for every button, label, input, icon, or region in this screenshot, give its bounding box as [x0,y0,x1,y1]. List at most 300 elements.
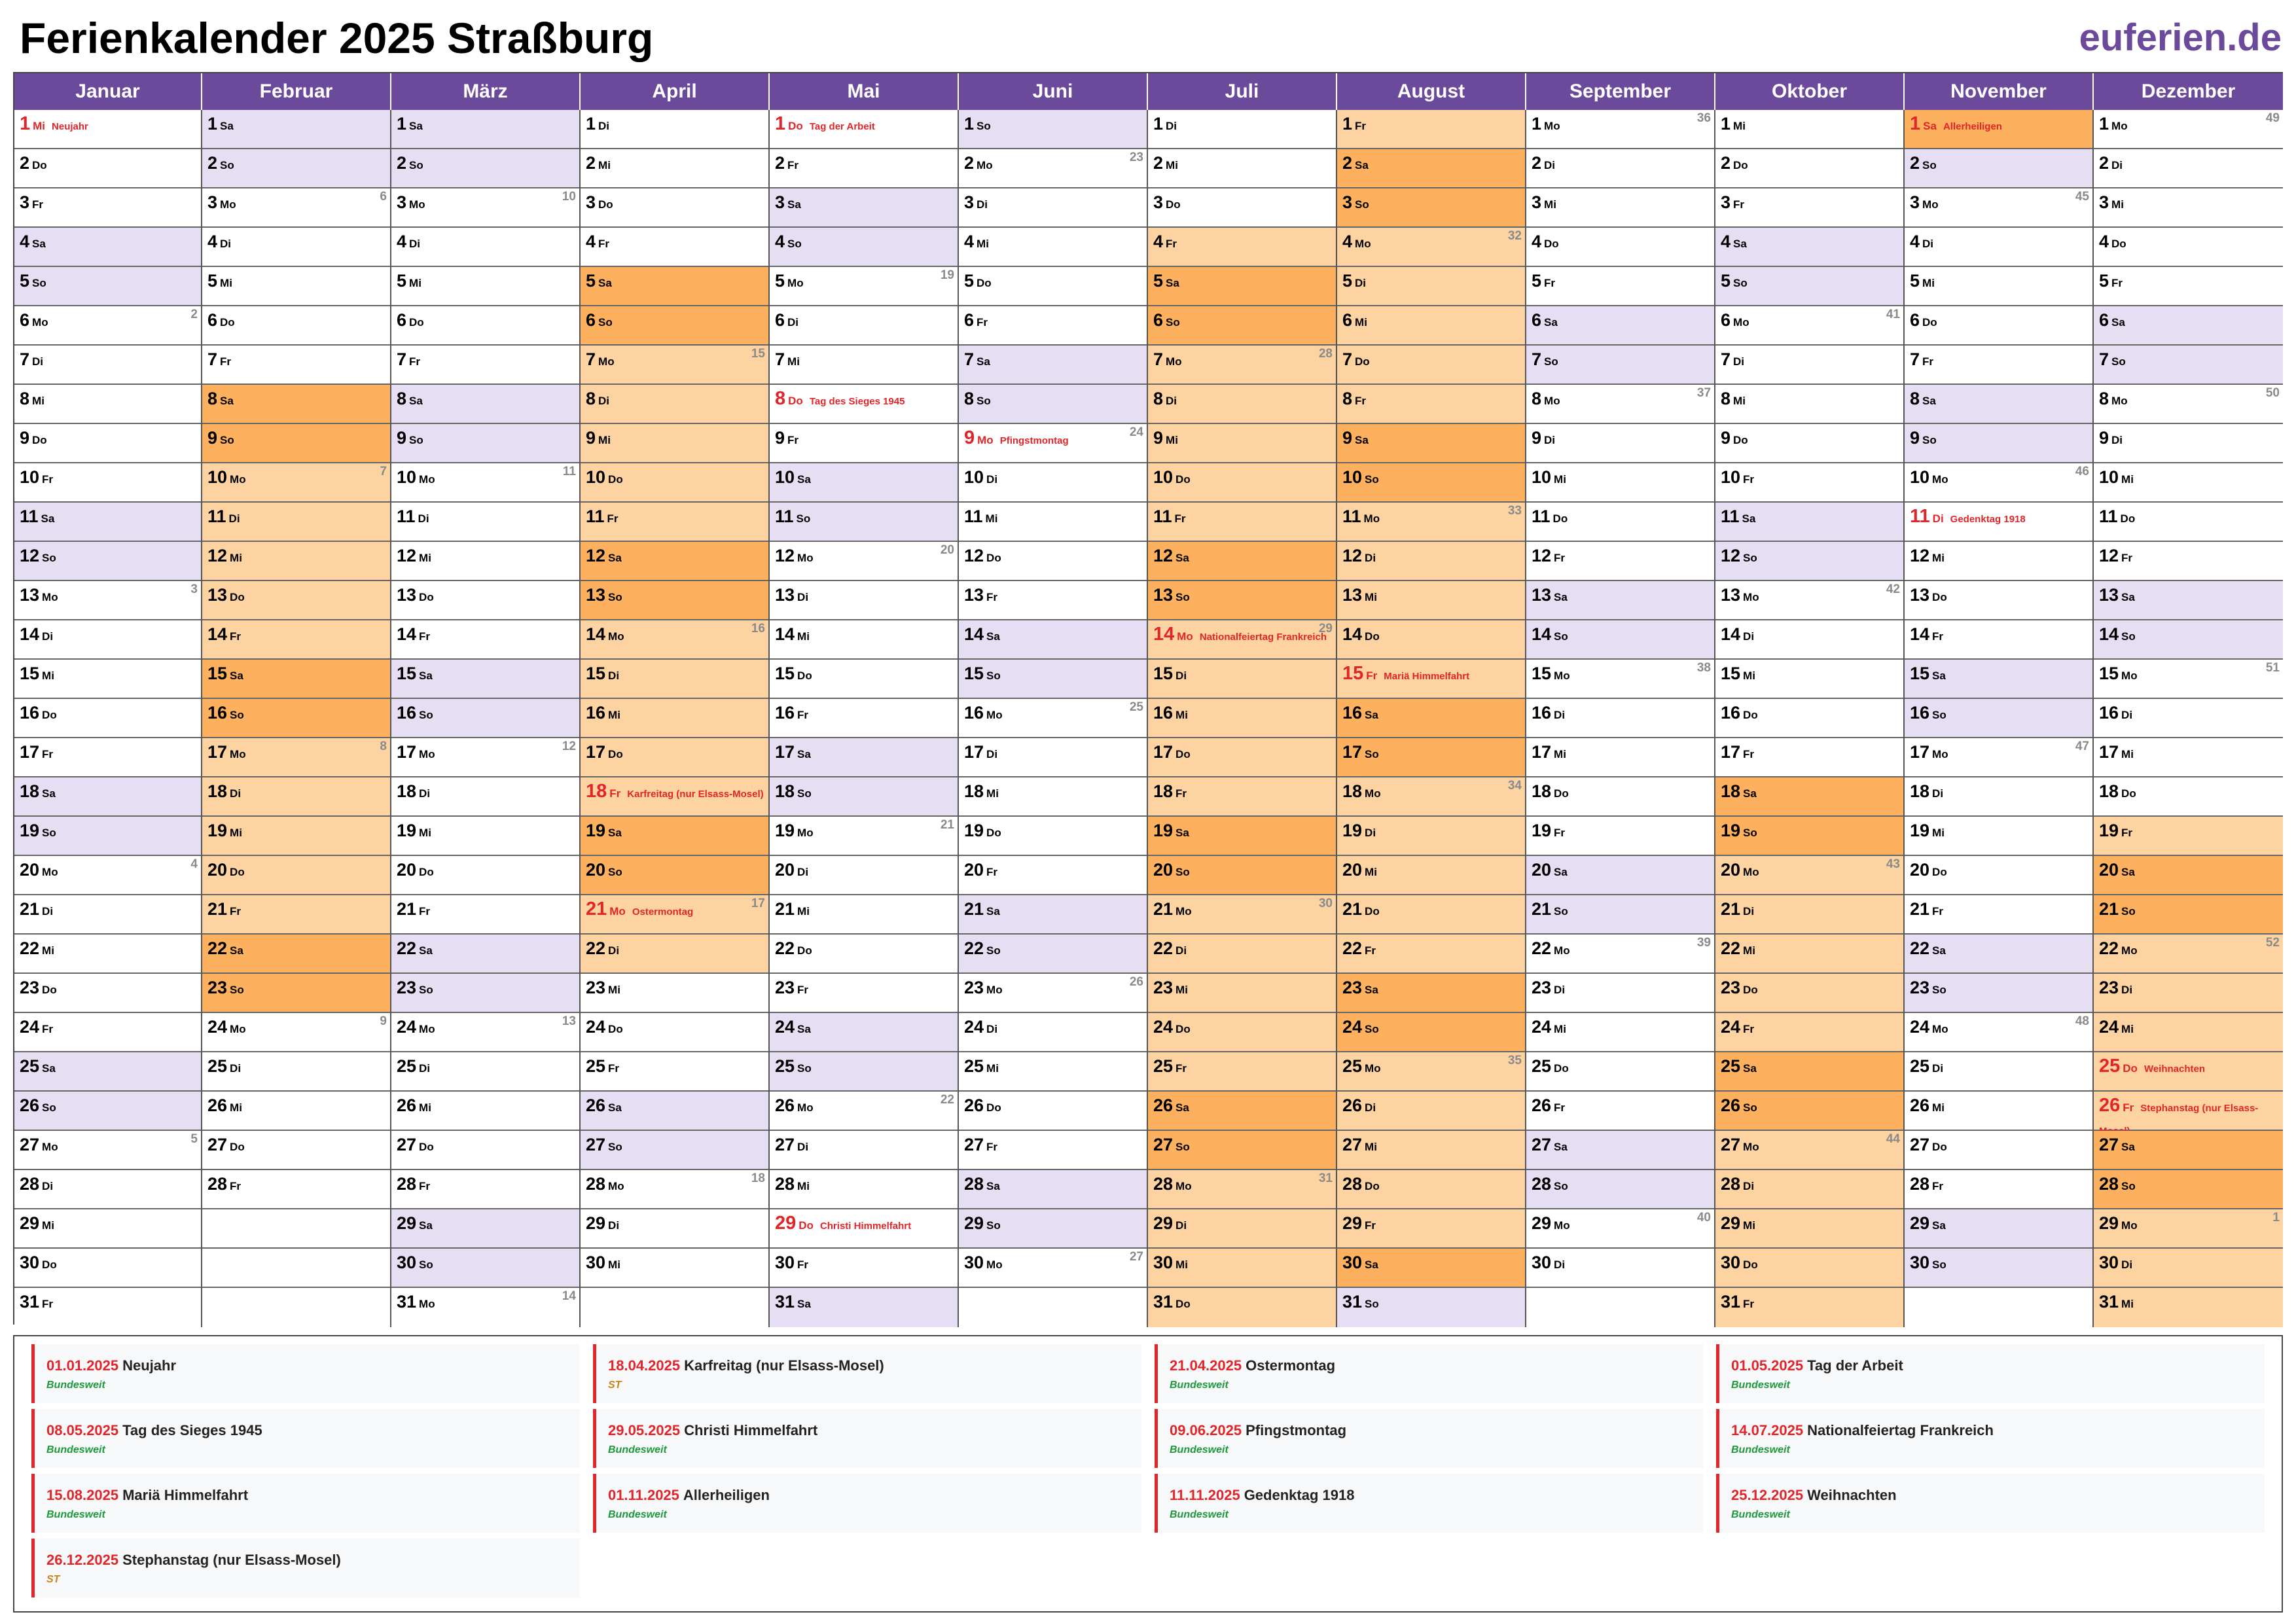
day-cell[interactable] [959,1209,1147,1249]
day-cell[interactable] [202,424,390,463]
day-cell[interactable] [2094,306,2283,346]
day-cell[interactable] [1148,149,1336,188]
day-cell[interactable] [391,110,579,149]
day-cell[interactable] [581,1170,768,1209]
day-cell[interactable] [391,895,579,935]
day-cell[interactable] [14,738,201,777]
day-cell[interactable] [1715,817,1903,856]
day-cell[interactable] [1148,660,1336,699]
day-cell[interactable] [581,110,768,149]
day-cell[interactable] [770,660,958,699]
day-cell[interactable] [14,346,201,385]
day-cell[interactable] [391,777,579,817]
day-cell[interactable] [1337,738,1525,777]
day-cell[interactable] [959,385,1147,424]
day-cell[interactable] [1905,660,2092,699]
day-cell[interactable] [391,149,579,188]
day-cell[interactable] [2094,346,2283,385]
day-cell[interactable] [1148,738,1336,777]
day-cell[interactable] [391,856,579,895]
day-cell[interactable] [391,542,579,581]
day-cell[interactable] [1905,267,2092,306]
day-cell[interactable] [959,660,1147,699]
day-cell[interactable] [14,660,201,699]
day-cell[interactable] [202,660,390,699]
day-cell[interactable] [2094,424,2283,463]
day-cell[interactable] [391,581,579,620]
day-cell[interactable] [2094,1092,2283,1131]
day-cell[interactable] [959,267,1147,306]
day-cell[interactable] [1715,581,1903,620]
day-cell[interactable] [959,935,1147,974]
day-cell[interactable] [1526,149,1714,188]
day-cell[interactable] [1148,777,1336,817]
day-cell[interactable] [581,1052,768,1092]
day-cell[interactable] [1905,1131,2092,1170]
day-cell[interactable] [2094,1052,2283,1092]
day-cell[interactable] [14,1170,201,1209]
day-cell[interactable] [1337,817,1525,856]
day-cell[interactable] [1905,188,2092,228]
day-cell[interactable] [1715,424,1903,463]
day-cell[interactable] [1337,1013,1525,1052]
day-cell[interactable] [391,1052,579,1092]
day-cell[interactable] [1715,699,1903,738]
day-cell[interactable] [14,503,201,542]
day-cell[interactable] [770,895,958,935]
day-cell[interactable] [581,935,768,974]
day-cell[interactable] [1148,1131,1336,1170]
day-cell[interactable] [14,385,201,424]
day-cell[interactable] [1337,1092,1525,1131]
day-cell[interactable] [1905,777,2092,817]
day-cell[interactable] [2094,1131,2283,1170]
day-cell[interactable] [581,542,768,581]
day-cell[interactable] [14,856,201,895]
day-cell[interactable] [2094,777,2283,817]
day-cell[interactable] [14,149,201,188]
day-cell[interactable] [959,228,1147,267]
day-cell[interactable] [14,267,201,306]
day-cell[interactable] [1715,974,1903,1013]
day-cell[interactable] [1337,974,1525,1013]
day-cell[interactable] [770,542,958,581]
day-cell[interactable] [1148,424,1336,463]
day-cell[interactable] [959,1131,1147,1170]
day-cell[interactable] [1526,581,1714,620]
day-cell[interactable] [1337,346,1525,385]
day-cell[interactable] [1715,110,1903,149]
day-cell[interactable] [1526,738,1714,777]
day-cell[interactable] [581,1131,768,1170]
day-cell[interactable] [1715,228,1903,267]
day-cell[interactable] [1905,1052,2092,1092]
day-cell[interactable] [1148,188,1336,228]
day-cell[interactable] [1148,620,1336,660]
day-cell[interactable] [1526,346,1714,385]
day-cell[interactable] [202,935,390,974]
day-cell[interactable] [1905,1092,2092,1131]
day-cell[interactable] [1148,110,1336,149]
day-cell[interactable] [391,267,579,306]
day-cell[interactable] [14,424,201,463]
day-cell[interactable] [1715,267,1903,306]
day-cell[interactable] [1526,110,1714,149]
day-cell[interactable] [202,346,390,385]
day-cell[interactable] [581,620,768,660]
day-cell[interactable] [2094,267,2283,306]
day-cell[interactable] [1337,1052,1525,1092]
day-cell[interactable] [770,1209,958,1249]
day-cell[interactable] [581,306,768,346]
day-cell[interactable] [959,463,1147,503]
day-cell[interactable] [770,346,958,385]
day-cell[interactable] [2094,856,2283,895]
day-cell[interactable] [14,1092,201,1131]
day-cell[interactable] [1526,699,1714,738]
day-cell[interactable] [1715,1013,1903,1052]
day-cell[interactable] [14,1131,201,1170]
day-cell[interactable] [770,306,958,346]
day-cell[interactable] [581,228,768,267]
day-cell[interactable] [202,149,390,188]
day-cell[interactable] [391,1092,579,1131]
day-cell[interactable] [202,463,390,503]
day-cell[interactable] [391,503,579,542]
day-cell[interactable] [1148,1209,1336,1249]
day-cell[interactable] [581,503,768,542]
day-cell[interactable] [1526,1052,1714,1092]
day-cell[interactable] [1715,306,1903,346]
day-cell[interactable] [581,385,768,424]
day-cell[interactable] [581,895,768,935]
day-cell[interactable] [2094,1170,2283,1209]
day-cell[interactable] [581,267,768,306]
day-cell[interactable] [14,463,201,503]
day-cell[interactable] [581,581,768,620]
day-cell[interactable] [202,856,390,895]
day-cell[interactable] [1526,503,1714,542]
day-cell[interactable] [2094,699,2283,738]
day-cell[interactable] [1905,738,2092,777]
day-cell[interactable] [1526,1092,1714,1131]
day-cell[interactable] [1905,1170,2092,1209]
day-cell[interactable] [1337,503,1525,542]
day-cell[interactable] [1337,660,1525,699]
day-cell[interactable] [14,110,201,149]
day-cell[interactable] [959,1170,1147,1209]
day-cell[interactable] [770,228,958,267]
day-cell[interactable] [14,1013,201,1052]
day-cell[interactable] [1905,346,2092,385]
day-cell[interactable] [1715,346,1903,385]
day-cell[interactable] [1526,895,1714,935]
day-cell[interactable] [959,1092,1147,1131]
day-cell[interactable] [202,503,390,542]
day-cell[interactable] [1148,385,1336,424]
day-cell[interactable] [1148,267,1336,306]
day-cell[interactable] [770,856,958,895]
day-cell[interactable] [2094,1209,2283,1249]
day-cell[interactable] [2094,542,2283,581]
day-cell[interactable] [1526,267,1714,306]
day-cell[interactable] [202,385,390,424]
day-cell[interactable] [202,110,390,149]
day-cell[interactable] [1526,777,1714,817]
day-cell[interactable] [202,1092,390,1131]
day-cell[interactable] [391,346,579,385]
day-cell[interactable] [1715,738,1903,777]
day-cell[interactable] [391,306,579,346]
day-cell[interactable] [770,581,958,620]
day-cell[interactable] [770,1052,958,1092]
day-cell[interactable] [202,738,390,777]
day-cell[interactable] [1715,188,1903,228]
day-cell[interactable] [202,817,390,856]
day-cell[interactable] [2094,188,2283,228]
day-cell[interactable] [14,935,201,974]
day-cell[interactable] [1148,581,1336,620]
day-cell[interactable] [2094,110,2283,149]
day-cell[interactable] [1715,620,1903,660]
day-cell[interactable] [1337,228,1525,267]
day-cell[interactable] [2094,620,2283,660]
day-cell[interactable] [1905,149,2092,188]
day-cell[interactable] [770,110,958,149]
day-cell[interactable] [1337,895,1525,935]
day-cell[interactable] [770,620,958,660]
day-cell[interactable] [202,581,390,620]
day-cell[interactable] [581,1249,768,1288]
day-cell[interactable] [391,385,579,424]
day-cell[interactable] [770,699,958,738]
day-cell[interactable] [1337,1288,1525,1327]
day-cell[interactable] [581,188,768,228]
day-cell[interactable] [1337,463,1525,503]
day-cell[interactable] [959,503,1147,542]
day-cell[interactable] [959,1013,1147,1052]
day-cell[interactable] [2094,738,2283,777]
day-cell[interactable] [391,817,579,856]
day-cell[interactable] [959,346,1147,385]
day-cell[interactable] [14,974,201,1013]
day-cell[interactable] [2094,1013,2283,1052]
day-cell[interactable] [1715,856,1903,895]
day-cell[interactable] [2094,660,2283,699]
day-cell[interactable] [1148,1170,1336,1209]
day-cell[interactable] [2094,149,2283,188]
day-cell[interactable] [391,620,579,660]
day-cell[interactable] [391,974,579,1013]
day-cell[interactable] [202,542,390,581]
day-cell[interactable] [1526,620,1714,660]
day-cell[interactable] [2094,974,2283,1013]
day-cell[interactable] [1337,542,1525,581]
day-cell[interactable] [1337,1249,1525,1288]
day-cell[interactable] [1337,424,1525,463]
day-cell[interactable] [1905,895,2092,935]
day-cell[interactable] [1337,306,1525,346]
day-cell[interactable] [1526,228,1714,267]
day-cell[interactable] [14,228,201,267]
day-cell[interactable] [2094,503,2283,542]
day-cell[interactable] [959,110,1147,149]
day-cell[interactable] [1715,1209,1903,1249]
brand-logo[interactable]: euferien.de [2079,16,2282,59]
day-cell[interactable] [1715,1249,1903,1288]
day-cell[interactable] [1905,385,2092,424]
day-cell[interactable] [2094,1249,2283,1288]
day-cell[interactable] [1337,699,1525,738]
day-cell[interactable] [1526,306,1714,346]
day-cell[interactable] [1337,188,1525,228]
day-cell[interactable] [959,1052,1147,1092]
day-cell[interactable] [1337,935,1525,974]
day-cell[interactable] [1905,581,2092,620]
day-cell[interactable] [959,1249,1147,1288]
day-cell[interactable] [1905,424,2092,463]
day-cell[interactable] [581,817,768,856]
day-cell[interactable] [1526,1249,1714,1288]
day-cell[interactable] [391,228,579,267]
day-cell[interactable] [14,620,201,660]
day-cell[interactable] [581,660,768,699]
day-cell[interactable] [581,424,768,463]
day-cell[interactable] [1148,463,1336,503]
day-cell[interactable] [391,1170,579,1209]
day-cell[interactable] [959,895,1147,935]
day-cell[interactable] [770,424,958,463]
day-cell[interactable] [959,188,1147,228]
day-cell[interactable] [1148,1052,1336,1092]
day-cell[interactable] [391,1288,579,1327]
day-cell[interactable] [770,1013,958,1052]
day-cell[interactable] [14,581,201,620]
day-cell[interactable] [14,817,201,856]
day-cell[interactable] [959,306,1147,346]
day-cell[interactable] [1905,1013,2092,1052]
day-cell[interactable] [1526,1209,1714,1249]
day-cell[interactable] [391,424,579,463]
day-cell[interactable] [202,1013,390,1052]
day-cell[interactable] [202,1170,390,1209]
day-cell[interactable] [770,463,958,503]
day-cell[interactable] [391,935,579,974]
day-cell[interactable] [202,777,390,817]
day-cell[interactable] [1905,1209,2092,1249]
day-cell[interactable] [1148,699,1336,738]
day-cell[interactable] [1905,1249,2092,1288]
day-cell[interactable] [391,1249,579,1288]
day-cell[interactable] [1715,542,1903,581]
day-cell[interactable] [1715,1131,1903,1170]
day-cell[interactable] [770,1131,958,1170]
day-cell[interactable] [1905,542,2092,581]
day-cell[interactable] [1905,620,2092,660]
day-cell[interactable] [202,228,390,267]
day-cell[interactable] [959,738,1147,777]
day-cell[interactable] [391,1209,579,1249]
day-cell[interactable] [770,149,958,188]
day-cell[interactable] [1526,974,1714,1013]
day-cell[interactable] [14,1288,201,1327]
day-cell[interactable] [770,738,958,777]
day-cell[interactable] [1148,935,1336,974]
day-cell[interactable] [1148,817,1336,856]
day-cell[interactable] [1715,503,1903,542]
day-cell[interactable] [770,1170,958,1209]
day-cell[interactable] [202,306,390,346]
day-cell[interactable] [959,620,1147,660]
day-cell[interactable] [959,149,1147,188]
day-cell[interactable] [1337,581,1525,620]
day-cell[interactable] [1526,463,1714,503]
day-cell[interactable] [581,346,768,385]
day-cell[interactable] [1148,306,1336,346]
day-cell[interactable] [959,581,1147,620]
day-cell[interactable] [1337,267,1525,306]
day-cell[interactable] [1715,149,1903,188]
day-cell[interactable] [581,1013,768,1052]
day-cell[interactable] [391,699,579,738]
day-cell[interactable] [959,699,1147,738]
day-cell[interactable] [14,1052,201,1092]
day-cell[interactable] [1337,777,1525,817]
day-cell[interactable] [202,267,390,306]
day-cell[interactable] [581,1092,768,1131]
day-cell[interactable] [581,1209,768,1249]
day-cell[interactable] [1526,817,1714,856]
day-cell[interactable] [959,974,1147,1013]
day-cell[interactable] [2094,463,2283,503]
day-cell[interactable] [1715,385,1903,424]
day-cell[interactable] [1148,503,1336,542]
day-cell[interactable] [1715,935,1903,974]
day-cell[interactable] [1715,777,1903,817]
day-cell[interactable] [391,660,579,699]
day-cell[interactable] [14,895,201,935]
day-cell[interactable] [770,817,958,856]
day-cell[interactable] [1148,895,1336,935]
day-cell[interactable] [1337,1209,1525,1249]
day-cell[interactable] [1148,1013,1336,1052]
day-cell[interactable] [1526,385,1714,424]
day-cell[interactable] [770,1249,958,1288]
day-cell[interactable] [1148,1092,1336,1131]
day-cell[interactable] [1526,542,1714,581]
day-cell[interactable] [202,188,390,228]
day-cell[interactable] [770,188,958,228]
day-cell[interactable] [1715,660,1903,699]
day-cell[interactable] [14,306,201,346]
day-cell[interactable] [202,895,390,935]
day-cell[interactable] [14,777,201,817]
day-cell[interactable] [1526,1131,1714,1170]
day-cell[interactable] [581,856,768,895]
day-cell[interactable] [202,1131,390,1170]
day-cell[interactable] [959,424,1147,463]
day-cell[interactable] [1905,463,2092,503]
day-cell[interactable] [1526,935,1714,974]
day-cell[interactable] [1148,228,1336,267]
day-cell[interactable] [1905,974,2092,1013]
day-cell[interactable] [2094,895,2283,935]
day-cell[interactable] [202,974,390,1013]
day-cell[interactable] [1526,1170,1714,1209]
day-cell[interactable] [1526,188,1714,228]
day-cell[interactable] [1905,817,2092,856]
day-cell[interactable] [1905,228,2092,267]
